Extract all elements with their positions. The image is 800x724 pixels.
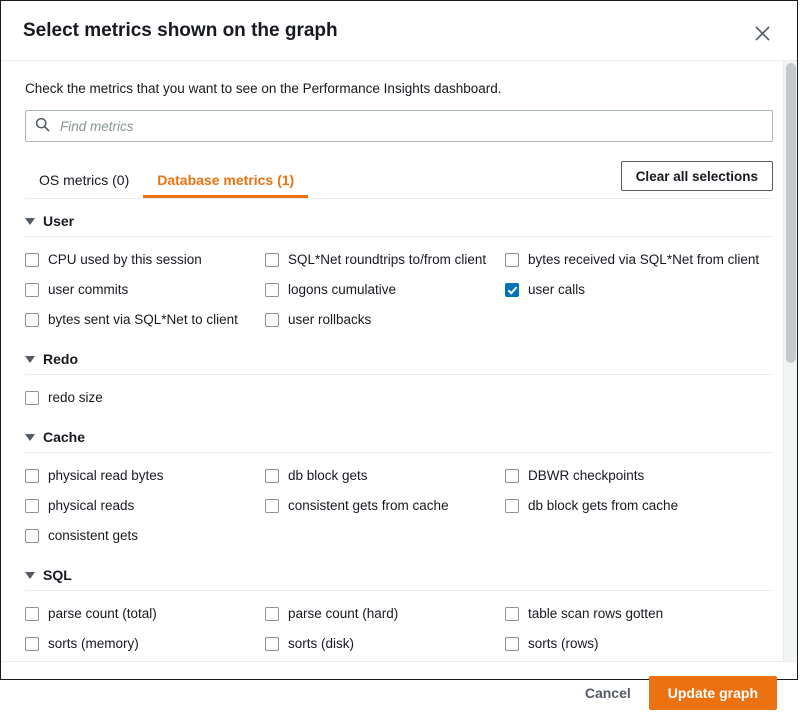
metric-group-sql: [25, 567, 773, 661]
metric-checkbox-item[interactable]: [25, 307, 265, 337]
search-input[interactable]: [25, 110, 773, 142]
metric-label: user rollbacks: [288, 312, 372, 327]
metric-label: physical reads: [48, 498, 135, 513]
chevron-down-icon[interactable]: [25, 572, 35, 579]
checkbox[interactable]: [265, 283, 279, 297]
checkbox[interactable]: [25, 253, 39, 267]
metric-label: db block gets: [288, 468, 368, 483]
metric-checkbox-item[interactable]: [25, 631, 265, 661]
metric-label: CPU used by this session: [48, 252, 202, 267]
checkbox[interactable]: [265, 253, 279, 267]
tab-os-metrics[interactable]: OS metrics (0): [39, 172, 130, 188]
metric-grid: [25, 247, 773, 337]
metric-label: consistent gets from cache: [288, 498, 449, 513]
group-title: SQL: [43, 567, 72, 583]
metric-checkbox-item[interactable]: [25, 493, 265, 523]
metric-label: SQL*Net roundtrips to/from client: [288, 252, 487, 267]
checkbox[interactable]: [505, 637, 519, 651]
checkbox[interactable]: [25, 313, 39, 327]
metric-grid: [25, 385, 773, 415]
metric-checkbox-item[interactable]: [25, 463, 265, 493]
checkbox[interactable]: [265, 637, 279, 651]
metric-checkbox-item[interactable]: [265, 247, 505, 277]
metric-label: parse count (total): [48, 606, 157, 621]
group-title: User: [43, 213, 75, 229]
metric-group-redo: [25, 351, 773, 415]
checkbox[interactable]: [25, 283, 39, 297]
metric-grid: [25, 463, 773, 553]
clear-all-selections-button[interactable]: Clear all selections: [621, 161, 773, 191]
checkbox[interactable]: [265, 469, 279, 483]
metric-label: table scan rows gotten: [528, 606, 664, 621]
chevron-down-icon[interactable]: [25, 356, 35, 363]
metric-label: bytes sent via SQL*Net to client: [48, 312, 238, 327]
chevron-down-icon[interactable]: [25, 218, 35, 225]
metric-checkbox-item[interactable]: [25, 523, 265, 553]
metric-checkbox-item[interactable]: [25, 277, 265, 307]
checkbox[interactable]: [505, 499, 519, 513]
metric-label: logons cumulative: [288, 282, 397, 297]
metric-label: sorts (disk): [288, 636, 355, 651]
checkbox[interactable]: [505, 469, 519, 483]
checkbox[interactable]: [25, 391, 39, 405]
metric-checkbox-item[interactable]: [505, 631, 773, 661]
metric-label: consistent gets: [48, 528, 139, 543]
scrollbar-thumb[interactable]: [786, 63, 796, 363]
metric-grid: [25, 601, 773, 661]
chevron-down-icon[interactable]: [25, 434, 35, 441]
metric-label: user calls: [528, 282, 586, 297]
dialog-footer: [1, 662, 797, 724]
metrics-tabs: [25, 158, 773, 199]
metric-checkbox-item[interactable]: [265, 631, 505, 661]
metric-label: redo size: [48, 390, 103, 405]
checkbox[interactable]: [265, 499, 279, 513]
metric-checkbox-item[interactable]: [505, 493, 773, 523]
tab-database-metrics[interactable]: Database metrics (1): [143, 164, 308, 198]
metric-checkbox-item[interactable]: [265, 601, 505, 631]
metric-checkbox-item[interactable]: [505, 247, 773, 277]
metric-label: parse count (hard): [288, 606, 399, 621]
search-field: [25, 110, 773, 142]
metric-checkbox-item[interactable]: [265, 307, 505, 337]
dialog-header: [1, 1, 797, 60]
checkbox[interactable]: [25, 607, 39, 621]
metric-label: bytes received via SQL*Net from client: [528, 252, 760, 267]
metric-checkbox-item[interactable]: [25, 385, 265, 415]
group-header: [25, 429, 773, 453]
checkbox[interactable]: [505, 283, 519, 297]
metric-label: physical read bytes: [48, 468, 164, 483]
checkbox[interactable]: [25, 469, 39, 483]
close-icon[interactable]: [749, 20, 775, 46]
metric-checkbox-item[interactable]: [265, 277, 505, 307]
group-header: [25, 213, 773, 237]
checkbox[interactable]: [25, 637, 39, 651]
cancel-button[interactable]: Cancel: [584, 685, 631, 701]
checkbox[interactable]: [505, 607, 519, 621]
metric-checkbox-item[interactable]: [265, 493, 505, 523]
update-graph-button[interactable]: Update graph: [649, 676, 777, 710]
metric-label: sorts (memory): [48, 636, 139, 651]
group-header: [25, 351, 773, 375]
group-title: Redo: [43, 351, 78, 367]
search-icon: [35, 117, 50, 132]
metric-checkbox-item[interactable]: [25, 601, 265, 631]
metric-checkbox-item[interactable]: [505, 277, 773, 307]
metric-group-user: [25, 213, 773, 337]
checkbox[interactable]: [25, 499, 39, 513]
scrollbar[interactable]: [783, 61, 797, 661]
metric-label: db block gets from cache: [528, 498, 679, 513]
metric-label: user commits: [48, 282, 129, 297]
instruction-text: Check the metrics that you want to see on the Performance Insights dashboard.: [25, 81, 502, 96]
group-header: [25, 567, 773, 591]
metric-group-cache: [25, 429, 773, 553]
checkbox[interactable]: [25, 529, 39, 543]
metric-label: sorts (rows): [528, 636, 599, 651]
metric-checkbox-item[interactable]: [505, 601, 773, 631]
metric-checkbox-item[interactable]: [25, 247, 265, 277]
checkbox[interactable]: [505, 253, 519, 267]
checkbox[interactable]: [265, 313, 279, 327]
group-title: Cache: [43, 429, 86, 445]
metric-checkbox-item[interactable]: [265, 463, 505, 493]
metric-label: DBWR checkpoints: [528, 468, 645, 483]
page-title: Select metrics shown on the graph: [23, 20, 338, 41]
dialog-body: [1, 60, 797, 662]
metric-checkbox-item[interactable]: [505, 463, 773, 493]
checkbox[interactable]: [265, 607, 279, 621]
